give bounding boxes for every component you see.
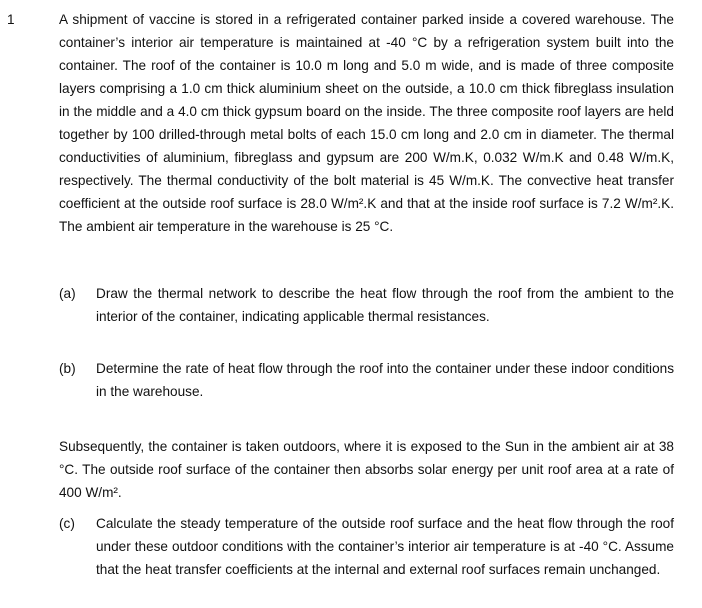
part-c bbox=[59, 512, 674, 581]
part-c-label: (c) bbox=[59, 516, 75, 531]
part-b-label: (b) bbox=[59, 361, 76, 376]
part-b bbox=[59, 357, 674, 403]
part-a-text: Draw the thermal network to describe the heat flow through the roof from the ambient to the interior of the container, indicating applicable thermal resistances. bbox=[96, 286, 674, 324]
part-a-label: (a) bbox=[59, 286, 76, 301]
question-number: 1 bbox=[7, 12, 15, 27]
question-intro-paragraph: A shipment of vaccine is stored in a refrigerated container parked inside a covered warehouse. The container’s interior air temperature is maintained at -40 °C by a refrigeration system built into the container. The roof of the container is 10.0 m long and 5.0 m wide, and is made of three composite layers comprising a 1.0 cm thick aluminium sheet on the outside, a 10.0 cm thick fibreglass insulation in the middle and a 4.0 cm thick gypsum board on the inside. The three composite roof layers are held together by 100 drilled-through metal bolts of each 15.0 cm long and 2.0 cm in diameter. The thermal conductivities of aluminium, fibreglass and gypsum are 200 W/m.K, 0.032 W/m.K and 0.48 W/m.K, respectively. The thermal conductivity of the bolt material is 45 W/m.K. The convective heat transfer coefficient at the outside roof surface is 28.0 W/m².K and that at the inside roof surface is 7.2 W/m².K. The ambient air temperature in the warehouse is 25 °C. bbox=[59, 12, 674, 234]
part-b-text: Determine the rate of heat flow through the roof into the container under these indoor conditions in the warehouse. bbox=[96, 361, 674, 399]
part-a bbox=[59, 282, 674, 328]
subsequent-paragraph: Subsequently, the container is taken outdoors, where it is exposed to the Sun in the ambient air at 38 °C. The outside roof surface of the container then absorbs solar energy per unit roof area at a rate of 400 W/m². bbox=[59, 439, 674, 500]
part-c-text: Calculate the steady temperature of the outside roof surface and the heat flow through the roof under these outdoor conditions with the container’s interior air temperature is at -40 °C. Assume that the heat transfer coefficients at the internal and external roof surfaces remain unchanged. bbox=[96, 516, 674, 577]
